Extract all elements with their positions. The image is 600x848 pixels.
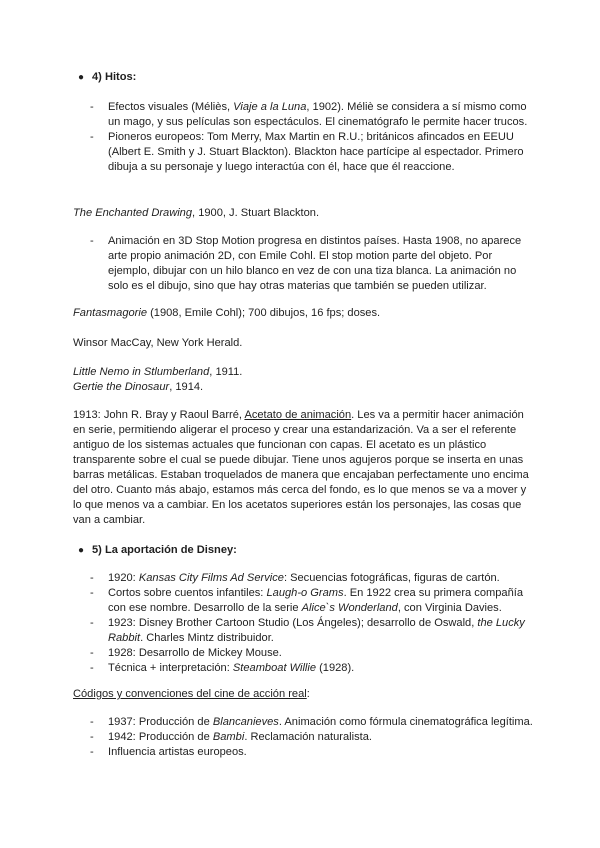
bullet-icon: ● <box>78 545 85 556</box>
section-heading-disney: ● 5) La aportación de Disney: <box>78 544 237 556</box>
little-nemo-line: Little Nemo in Stlumberland, 1911. <box>73 366 243 378</box>
bullet-icon: ● <box>78 72 85 83</box>
list-item: - 1923: Disney Brother Cartoon Studio (Los Ángeles); desarrollo de Oswald, the Lucky Rabbit. Charles Mintz distribuidor. <box>90 617 525 644</box>
list-item: - Efectos visuales (Méliès, Viaje a la Luna, 1902). Méliè se considera a sí mismo como un mago, y sus películas son espectáculos. El cinematógrafo le permite hacer trucos. <box>90 101 528 128</box>
hitos-list <box>90 100 534 175</box>
list-item: - Pioneros europeos: Tom Merry, Max Martin en R.U.; británicos afincados en EEUU (Albert E. Smith y J. Stuart Blackton). Blackton hace partícipe al espectador. Primero dibuja a su personaje y luego interactúa con él, hace que él reaccione. <box>90 131 524 173</box>
stop-motion-list <box>90 234 534 294</box>
list-item: - 1942: Producción de Bambi. Reclamación naturalista. <box>90 731 372 743</box>
acetato-link: Acetato de animación <box>244 409 352 421</box>
winsor-line: Winsor MacCay, New York Herald. <box>73 337 243 349</box>
list-item: - 1928: Desarrollo de Mickey Mouse. <box>90 647 282 659</box>
list-item: - Técnica + interpretación: Steamboat Willie (1928). <box>90 662 355 674</box>
fantasmagorie-line: Fantasmagorie (1908, Emile Cohl); 700 dibujos, 16 fps; doses. <box>73 307 381 319</box>
section-heading-hitos: ● 4) Hitos: <box>78 71 137 83</box>
list-item: - Cortos sobre cuentos infantiles: Laugh-o Grams. En 1922 crea su primera compañía con ese nombre. Desarrollo de la serie Alice`s Wonderland, con Virginia Davies. <box>90 587 524 614</box>
bray-paragraph: 1913: John R. Bray y Raoul Barré, Acetato de animación. Les va a permitir hacer animación en serie, permitiendo aligerar el proceso y crear una estandarización. Va a ser el referente antiguo de los sistemas actuales que funcionan con capas. El acetato es un plástico transparente sobre el cual se puede dibujar. Tiene unos agujeros porque se inserta en unas barras metálicas. Estaban troquelados de manera que encajaban perfectamente uno encima del otro. Cuanto más abajo, estamos más cerca del fondo, es lo que menos se va a mover y lo que menos va a cambiar. En los acetatos superiores están los personajes, las cosas que van a cambiar. <box>73 409 529 526</box>
list-item: - 1920: Kansas City Films Ad Service: Secuencias fotográficas, figuras de cartón. <box>90 572 500 584</box>
codigos-list <box>90 715 534 760</box>
list-item: - 1937: Producción de Blancanieves. Animación como fórmula cinematográfica legítima. <box>90 716 533 728</box>
disney-list <box>90 571 534 676</box>
enchanted-drawing-line: The Enchanted Drawing, 1900, J. Stuart Blackton. <box>73 207 320 219</box>
codigos-heading: Códigos y convenciones del cine de acción real: <box>73 688 310 700</box>
list-item: - Influencia artistas europeos. <box>90 746 247 758</box>
gertie-line: Gertie the Dinosaur, 1914. <box>73 381 204 393</box>
list-item: - Animación en 3D Stop Motion progresa en distintos países. Hasta 1908, no aparece arte propio animación 2D, con Emile Cohl. El stop motion parte del objeto. Por ejemplo, dibujar con un hilo blanco en vez de con una tiza blanca. La animación no solo es el dibujo, sino que hay otras materias que también se pueden utilizar. <box>90 235 522 292</box>
